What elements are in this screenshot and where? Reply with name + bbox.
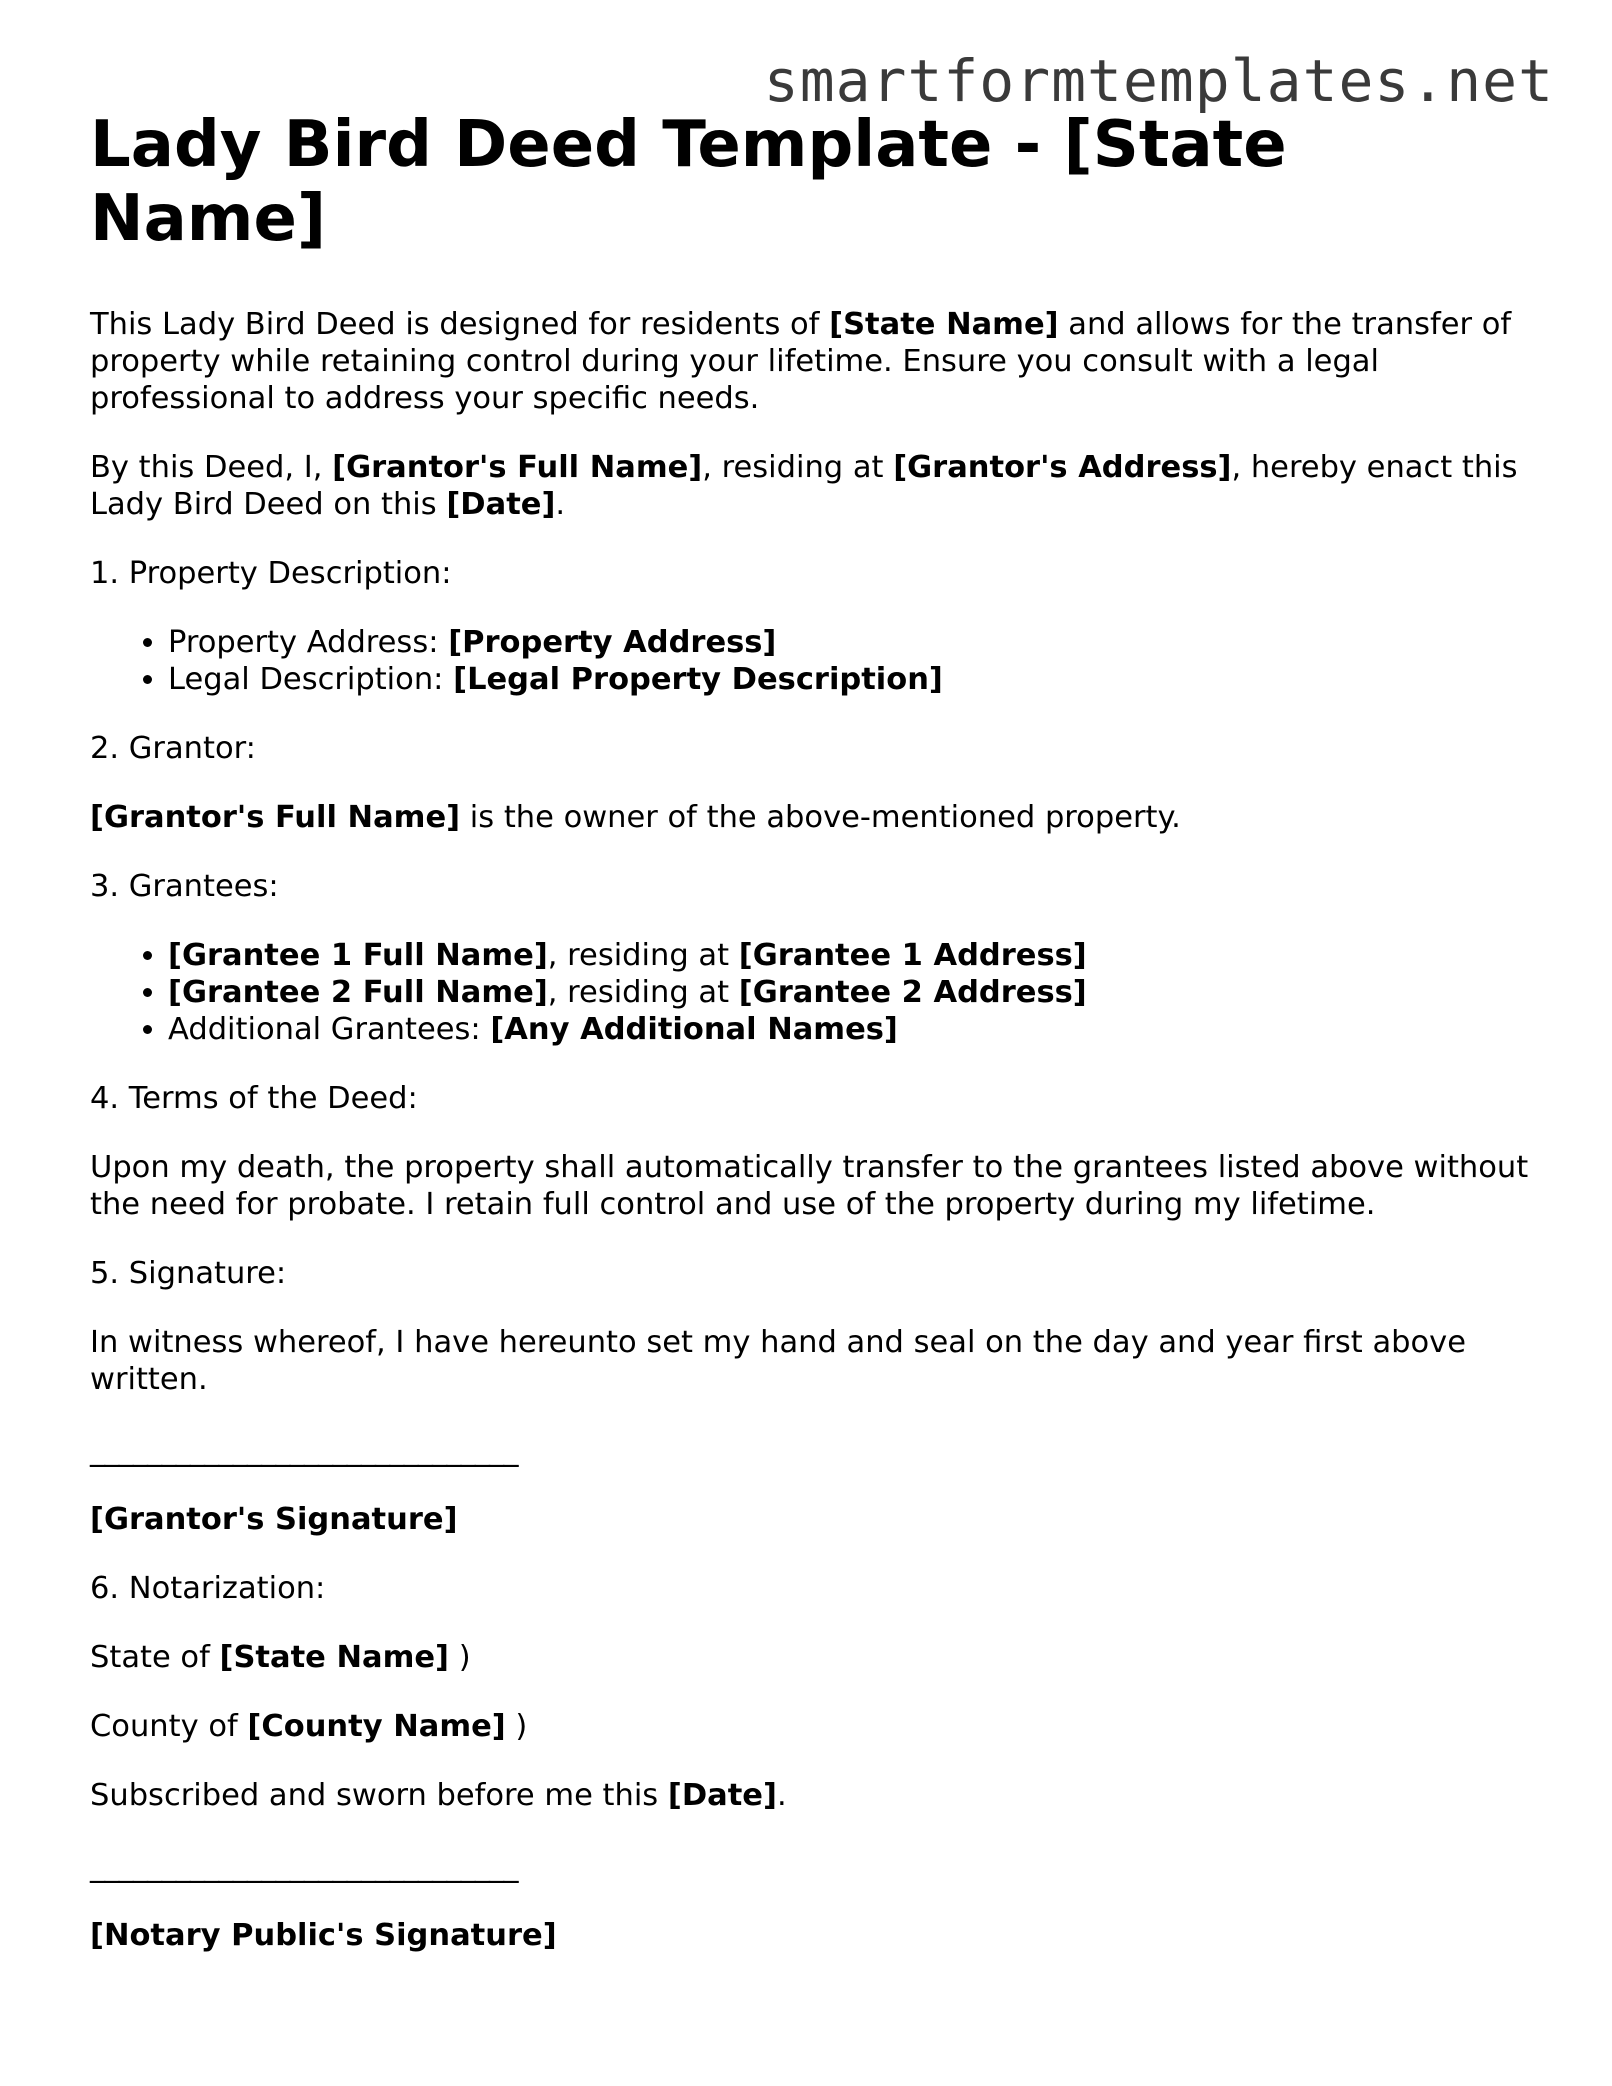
section-2-heading: 2. Grantor:: [90, 731, 256, 766]
enact-text-3: , hereby enact this Lady Bird Deed on this: [90, 450, 1518, 522]
terms-paragraph: Upon my death, the property shall automatically transfer to the grantees listed above without the need for probate. I retain full control and use of the property during my lifetime.: [90, 1150, 1529, 1222]
section-3-heading: 3. Grantees:: [90, 869, 279, 904]
grantee-2-name: [Grantee 2 Full Name]: [168, 975, 548, 1010]
list-item: [168, 974, 1530, 1011]
grantor-signature-label: [90, 1501, 1530, 1538]
section-5-heading: 5. Signature:: [90, 1256, 287, 1291]
enact-text-4: .: [555, 487, 566, 522]
grantor-text: is the owner of the above-mentioned property.: [460, 800, 1181, 835]
grantor-paragraph: [90, 799, 1530, 836]
watermark: smartformtemplates.net: [763, 47, 1554, 115]
enact-text-1: By this Deed, I,: [90, 450, 333, 485]
list-item: [168, 661, 1530, 698]
grantor-name: [Grantor's Full Name]: [90, 800, 461, 835]
intro-text-2: and allows for the transfer of property while retaining control during your lifetime. Ensure you consult with a legal professional to address your specific needs.: [90, 307, 1512, 416]
section-4-heading: 4. Terms of the Deed:: [90, 1081, 418, 1116]
intro-paragraph: [90, 306, 1530, 417]
list-item: [168, 624, 1530, 661]
grantor-signature-text: [Grantor's Signature]: [90, 1502, 458, 1537]
sworn-text: Subscribed and sworn before me this: [90, 1778, 668, 1813]
notary-signature-text: [Notary Public's Signature]: [90, 1918, 557, 1953]
grantee-1-name: [Grantee 1 Full Name]: [168, 938, 548, 973]
page-title: Lady Bird Deed Template - [State Name]: [90, 108, 1287, 256]
legal-description-label: Legal Description:: [168, 662, 454, 697]
grantee-1-address: [Grantee 1 Address]: [738, 938, 1087, 973]
property-address-value: [Property Address]: [448, 625, 777, 660]
state-paren: ): [449, 1640, 471, 1675]
enact-date: [Date]: [446, 487, 556, 522]
state-value: [State Name]: [219, 1640, 449, 1675]
enact-text-2: , residing at: [702, 450, 894, 485]
notary-county: [90, 1708, 1530, 1745]
county-label: County of: [90, 1709, 248, 1744]
list-item: [168, 937, 1530, 974]
witness-paragraph: In witness whereof, I have hereunto set my hand and seal on the day and year first above written.: [90, 1325, 1466, 1397]
grantee-1-mid: , residing at: [547, 938, 739, 973]
additional-grantees-value: [Any Additional Names]: [490, 1012, 898, 1047]
intro-state-placeholder: [State Name]: [829, 307, 1059, 342]
enact-grantor-name: [Grantor's Full Name]: [332, 450, 703, 485]
legal-description-value: [Legal Property Description]: [453, 662, 943, 697]
county-paren: ): [505, 1709, 528, 1744]
sworn-date: [Date]: [667, 1778, 777, 1813]
grantor-signature-line: ______________________________: [90, 1433, 518, 1468]
notary-signature-label: [90, 1917, 1530, 1954]
property-address-label: Property Address:: [168, 625, 449, 660]
sworn-end: .: [776, 1778, 787, 1813]
grantees-list: [90, 937, 1530, 1048]
notary-signature-line: ______________________________: [90, 1849, 518, 1884]
state-label: State of: [90, 1640, 220, 1675]
intro-text-1: This Lady Bird Deed is designed for residents of: [90, 307, 830, 342]
grantee-2-mid: , residing at: [547, 975, 739, 1010]
enact-grantor-address: [Grantor's Address]: [893, 450, 1232, 485]
grantee-2-address: [Grantee 2 Address]: [738, 975, 1087, 1010]
document-body: [90, 108, 1530, 1986]
county-value: [County Name]: [247, 1709, 506, 1744]
additional-grantees-label: Additional Grantees:: [168, 1012, 491, 1047]
sworn-paragraph: [90, 1777, 1530, 1814]
list-item: [168, 1011, 1530, 1048]
property-list: [90, 624, 1530, 698]
section-6-heading: 6. Notarization:: [90, 1571, 326, 1606]
section-1-heading: 1. Property Description:: [90, 556, 452, 591]
notary-state: [90, 1639, 1530, 1676]
enact-paragraph: [90, 449, 1530, 523]
